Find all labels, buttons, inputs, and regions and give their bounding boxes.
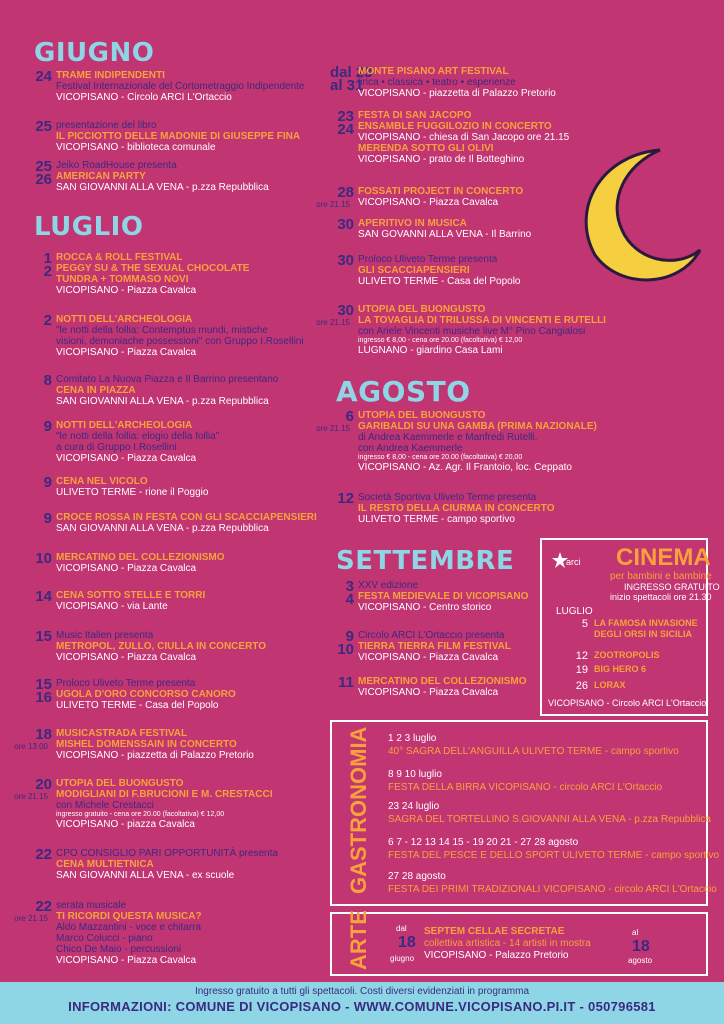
month-settembre: SETTEMBRE xyxy=(336,546,515,576)
event-line: SAN GIOVANNI ALLA VENA - p.zza Repubblica xyxy=(56,396,269,407)
event-body xyxy=(56,70,305,103)
event-line: SAN GIOVANNI ALLA VENA - p.zza Repubblica xyxy=(56,523,269,534)
gastronomia-label: GASTRONOMIA xyxy=(346,726,371,894)
cinema-item-title: LORAX xyxy=(594,680,626,690)
arci-star-icon xyxy=(552,550,580,572)
event-body xyxy=(358,110,569,165)
event-line: "le notti della follia: Contemptus mundi, mistiche xyxy=(56,325,268,336)
event-body xyxy=(56,476,208,498)
event-date: 14 xyxy=(35,588,52,605)
event-line: CROCE ROSSA IN FESTA CON GLI SCACCIAPENSIERI xyxy=(56,512,317,523)
arte-box xyxy=(330,912,708,976)
event-line: Festival Internazionale del Cortometraggio Indipendente xyxy=(56,81,305,92)
event-line: VICOPISANO - Piazza Cavalca xyxy=(56,652,197,663)
event-time: ore 21.15 xyxy=(14,914,48,923)
event-line: VICOPISANO - piazza Cavalca xyxy=(56,819,195,830)
event-line: VICOPISANO - Az. Agr. Il Frantoio, loc. Ceppato xyxy=(358,462,572,473)
arte-title: SEPTEM CELLAE SECRETAE xyxy=(424,926,565,937)
cinema-place: VICOPISANO - Circolo ARCI L'Ortaccio xyxy=(548,698,707,708)
arci-logo xyxy=(552,550,580,572)
event-line: Proloco Uliveto Terme presenta xyxy=(358,254,498,265)
event-body xyxy=(56,590,205,612)
event-time: ore 21.15 xyxy=(316,318,350,327)
event-line: IL RESTO DELLA CIURMA IN CONCERTO xyxy=(358,503,555,514)
arte-to-month: agosto xyxy=(628,956,653,965)
event-date: 25 26 xyxy=(35,158,52,188)
event-line: lirica • classica • teatro • esperienze xyxy=(358,77,516,88)
event-date: 9 10 xyxy=(337,628,354,658)
event-date: 30 xyxy=(337,252,354,269)
event-line: con Michele Crestacci xyxy=(56,800,154,811)
event-line: Società Sportiva Uliveto Terme presenta xyxy=(358,492,537,503)
event-line: UTOPIA DEL BUONGUSTO xyxy=(358,304,486,315)
event-line: FESTA DI SAN JACOPO xyxy=(358,110,472,121)
event-body xyxy=(358,492,555,525)
event-line: serata musicale xyxy=(56,900,127,911)
month-giugno: GIUGNO xyxy=(34,38,155,68)
event-line: CENA NEL VICOLO xyxy=(56,476,148,487)
event-line: GARIBALDI SU UNA GAMBA (PRIMA NAZIONALE) xyxy=(358,421,597,432)
event-line: CENA IN PIAZZA xyxy=(56,385,136,396)
event-date: dal 23 al 31 xyxy=(330,64,373,94)
cinema-item-date: 19 xyxy=(575,664,588,676)
event-line: VICOPISANO - Piazza Cavalca xyxy=(358,687,499,698)
footer xyxy=(0,982,724,1024)
event-body xyxy=(56,552,225,574)
event-line: con Ariele Vincenti musiche live M° Pino Cangialosi xyxy=(358,326,586,337)
cinema-sub1: per bambini e bambine xyxy=(610,571,712,582)
event-line: ingresso gratuito - cena ore 20.00 (facoltativa) € 12,00 xyxy=(56,811,225,818)
event-line: TI RICORDI QUESTA MUSICA? xyxy=(56,911,202,922)
event-line: VICOPISANO - Piazza Cavalca xyxy=(358,197,499,208)
gastronomia-box xyxy=(330,720,720,906)
event-line: CENA SOTTO STELLE E TORRI xyxy=(56,590,206,601)
event-line: MERCATINO DEL COLLEZIONISMO xyxy=(56,552,225,563)
gastronomia-item xyxy=(388,870,717,896)
event-line: AMERICAN PARTY xyxy=(56,171,146,182)
arte-place: VICOPISANO - Palazzo Pretorio xyxy=(424,950,569,961)
event-line: ingresso € 8,00 - cena ore 20.00 (facoltativa) € 20,00 xyxy=(358,454,523,461)
event-line: VICOPISANO - prato de Il Botteghino xyxy=(358,154,525,165)
event-date: 24 xyxy=(35,68,52,85)
event-date: 1 2 xyxy=(43,250,52,280)
event-date: 28 xyxy=(337,184,354,201)
event-line: di Andrea Kaemmerle e Manfredi Rutelli. xyxy=(358,432,538,443)
cinema-item-title: LA FAMOSA INVASIONE DEGLI ORSI IN SICILIA xyxy=(594,618,698,639)
event-line: MERENDA SOTTO GLI OLIVI xyxy=(358,143,494,154)
event-date: 22 xyxy=(35,898,52,915)
gastronomia-item-date: 8 9 10 luglio xyxy=(388,769,442,780)
arte-sub: collettiva artistica - 14 artisti in mostra xyxy=(424,938,591,949)
event-line: SAN GOVANNI ALLA VENA - Il Barrino xyxy=(358,229,532,240)
event-line: MISHEL DOMENSSAIN IN CONCERTO xyxy=(56,739,237,750)
arte-label: ARTE xyxy=(346,910,371,970)
event-line: SAN GIOVANNI ALLA VENA - p.zza Repubblica xyxy=(56,182,269,193)
event-line: VICOPISANO - Centro storico xyxy=(358,602,492,613)
event-body xyxy=(56,314,304,358)
gastronomia-item xyxy=(388,836,719,862)
arte-from-month: giugno xyxy=(390,954,415,963)
event-date: 20 xyxy=(35,776,52,793)
event-line: Marco Colucci - piano xyxy=(56,933,153,944)
event-date: 30 xyxy=(337,216,354,233)
event-body xyxy=(358,66,556,99)
event-body xyxy=(56,512,317,534)
month-luglio: LUGLIO xyxy=(34,212,144,242)
event-line: VICOPISANO - Piazza Cavalca xyxy=(358,652,499,663)
event-line: ULIVETO TERME - Casa del Popolo xyxy=(358,276,521,287)
cinema-month: LUGLIO xyxy=(556,606,593,617)
event-line: SAN GIOVANNI ALLA VENA - ex scuole xyxy=(56,870,235,881)
cinema-item-date: 5 xyxy=(581,618,588,630)
event-line: APERITIVO IN MUSICA xyxy=(358,218,467,229)
gastronomia-item-title: FESTA DEL PESCE E DELLO SPORT ULIVETO TERME - campo sportivo xyxy=(388,850,720,861)
event-line: MUSICASTRADA FESTIVAL xyxy=(56,728,188,739)
event-body xyxy=(358,304,606,356)
event-line: UTOPIA DEL BUONGUSTO xyxy=(56,778,184,789)
event-date: 18 xyxy=(35,726,52,743)
event-date: 9 xyxy=(43,418,52,435)
gastronomia-item-date: 23 24 luglio xyxy=(388,801,440,812)
cinema-item-title: ZOOTROPOLIS xyxy=(594,650,660,660)
event-date: 22 xyxy=(35,846,52,863)
cinema-sub2: INGRESSO GRATUITO xyxy=(624,582,720,592)
event-time: ore 21.15 xyxy=(14,792,48,801)
event-line: Jeiko RoadHouse presenta xyxy=(56,160,177,171)
event-line: VICOPISANO - piazzetta di Palazzo Pretorio xyxy=(358,88,556,99)
event-line: METROPOL, ZULLO, CIULLA IN CONCERTO xyxy=(56,641,266,652)
event-line: ULIVETO TERME - rione il Poggio xyxy=(56,487,209,498)
gastronomia-item-title: SAGRA DEL TORTELLINO S.GIOVANNI ALLA VENA - p.zza Repubblica xyxy=(388,814,711,825)
event-line: CENA MULTIETNICA xyxy=(56,859,154,870)
event-line: XXV edizione xyxy=(358,580,419,591)
event-line: VICOPISANO - Piazza Cavalca xyxy=(56,563,197,574)
event-line: MONTE PISANO ART FESTIVAL xyxy=(358,66,509,77)
event-line: TIERRA TIERRA FILM FESTIVAL xyxy=(358,641,511,652)
event-date: 25 xyxy=(35,118,52,135)
event-time: ore 21.15 xyxy=(316,424,350,433)
gastronomia-item xyxy=(388,732,679,758)
event-body xyxy=(358,254,520,287)
cinema-item-date: 12 xyxy=(575,650,588,662)
event-body xyxy=(358,630,511,663)
cinema-title: CINEMA xyxy=(616,544,711,571)
event-date: 15 16 xyxy=(35,676,52,706)
event-body xyxy=(56,120,300,153)
event-line: TUNDRA + TOMMASO NOVI xyxy=(56,274,189,285)
event-line: IL PICCIOTTO DELLE MADONIE DI GIUSEPPE FINA xyxy=(56,131,301,142)
event-line: a cura di Gruppo I.Rosellini xyxy=(56,442,177,453)
event-body xyxy=(358,218,531,240)
event-line: VICOPISANO - piazzetta di Palazzo Pretorio xyxy=(56,750,254,761)
event-line: LA TOVAGLIA DI TRILUSSA DI VINCENTI E RUTELLI xyxy=(358,315,606,326)
event-line: GLI SCACCIAPENSIERI xyxy=(358,265,470,276)
event-body xyxy=(56,374,278,407)
arte-from-day: 18 xyxy=(398,934,416,951)
footer-line2: INFORMAZIONI: COMUNE DI VICOPISANO - WWW.COMUNE.VICOPISANO.PI.IT - 050796581 xyxy=(68,999,656,1014)
gastronomia-item-title: FESTA DEI PRIMI TRADIZIONALI VICOPISANO - circolo ARCI L'Ortaccio xyxy=(388,884,717,895)
event-line: MERCATINO DEL COLLEZIONISMO xyxy=(358,676,527,687)
event-line: ENSAMBLE FUGGILOZIO IN CONCERTO xyxy=(358,121,552,132)
event-line: Chico De Maio - percussioni xyxy=(56,944,182,955)
event-body xyxy=(358,186,523,208)
event-line: UGOLA D'ORO CONCORSO CANORO xyxy=(56,689,236,700)
event-line: MODIGLIANI DI F.BRUCIONI E M. CRESTACCI xyxy=(56,789,273,800)
event-line: VICOPISANO - biblioteca comunale xyxy=(56,142,216,153)
event-line: Proloco Uliveto Terme presenta xyxy=(56,678,196,689)
event-line: VICOPISANO - Piazza Cavalca xyxy=(56,955,197,966)
arte-to-prefix: al xyxy=(632,928,639,937)
event-line: FESTA MEDIEVALE DI VICOPISANO xyxy=(358,591,529,602)
event-body xyxy=(56,252,249,296)
gastronomia-item xyxy=(388,768,662,794)
event-date: 30 xyxy=(337,302,354,319)
gastronomia-item xyxy=(388,800,711,826)
event-line: presentazione del libro xyxy=(56,120,157,131)
gastronomia-item-date: 27 28 agosto xyxy=(388,871,446,882)
event-time: ore 21.15 xyxy=(316,200,350,209)
event-line: ULIVETO TERME - Casa del Popolo xyxy=(56,700,219,711)
moon-icon xyxy=(560,140,710,290)
event-line: VICOPISANO - Piazza Cavalca xyxy=(56,285,197,296)
event-line: UTOPIA DEL BUONGUSTO xyxy=(358,410,486,421)
event-line: visioni, demoniache possessioni" con Gruppo I.Rosellini xyxy=(56,336,304,347)
event-line: ULIVETO TERME - campo sportivo xyxy=(358,514,515,525)
event-line: ingresso € 8,00 - cena ore 20.00 (facoltativa) € 12,00 xyxy=(358,337,523,344)
gastronomia-item-date: 6 7 - 12 13 14 15 - 19 20 21 - 27 28 agosto xyxy=(388,837,579,848)
event-line: NOTTI DELL'ARCHEOLOGIA xyxy=(56,420,193,431)
event-date: 2 xyxy=(43,312,52,329)
event-line: LUGNANO - giardino Casa Lami xyxy=(358,345,503,356)
event-line: VICOPISANO - Piazza Cavalca xyxy=(56,347,197,358)
event-line: Music Italien presenta xyxy=(56,630,154,641)
event-date: 6 xyxy=(345,408,354,425)
event-date: 10 xyxy=(35,550,52,567)
event-line: PEGGY SU & THE SEXUAL CHOCOLATE xyxy=(56,263,250,274)
event-date: 15 xyxy=(35,628,52,645)
event-line: con Andrea Kaemmerle xyxy=(358,443,463,454)
cinema-box xyxy=(540,538,720,716)
event-line: VICOPISANO - Piazza Cavalca xyxy=(56,453,197,464)
arte-from-prefix: dal xyxy=(396,924,407,933)
event-date: 11 xyxy=(338,674,354,691)
gastronomia-item-title: FESTA DELLA BIRRA VICOPISANO - circolo ARCI L'Ortaccio xyxy=(388,782,663,793)
event-date: 3 4 xyxy=(345,578,354,608)
event-date: 9 xyxy=(43,510,52,527)
footer-line1: Ingresso gratuito a tutti gli spettacoli. Costi diversi evidenziati in programma xyxy=(194,986,530,997)
event-line: TRAME INDIPENDENTI xyxy=(56,70,165,81)
arte-to-day: 18 xyxy=(632,938,650,955)
event-date: 9 xyxy=(43,474,52,491)
event-line: VICOPISANO - Circolo ARCI L'Ortaccio xyxy=(56,92,232,103)
month-agosto: AGOSTO xyxy=(336,375,471,408)
event-line: FOSSATI PROJECT IN CONCERTO xyxy=(358,186,524,197)
event-line: Circolo ARCI L'Ortaccio presenta xyxy=(358,630,505,641)
event-line: VICOPISANO - chiesa di San Jacopo ore 21.15 xyxy=(358,132,570,143)
cinema-sub3: inizio spettacoli ore 21.30 xyxy=(610,592,712,602)
event-line: Aldo Mazzantini - voce e chitarra xyxy=(56,922,202,933)
cinema-item-title: BIG HERO 6 xyxy=(594,664,647,674)
gastronomia-item-date: 1 2 3 luglio xyxy=(388,733,437,744)
event-date: 23 24 xyxy=(337,108,354,138)
event-time: ore 13.00 xyxy=(14,742,48,751)
event-body xyxy=(56,420,219,464)
event-body xyxy=(56,678,236,711)
cinema-item-date: 26 xyxy=(575,680,588,692)
event-line: NOTTI DELL'ARCHEOLOGIA xyxy=(56,314,193,325)
event-line: VICOPISANO - via Lante xyxy=(56,601,168,612)
event-body xyxy=(56,728,254,761)
event-line: Comitato La Nuova Piazza e Il Barrino presentano xyxy=(56,374,279,385)
arci-logo-text: arci xyxy=(566,557,580,567)
event-body xyxy=(56,848,278,881)
event-body xyxy=(56,778,272,830)
event-date: 12 xyxy=(337,490,354,507)
event-body xyxy=(56,900,202,966)
event-line: CPO CONSIGLIO PARI OPPORTUNITÀ presenta xyxy=(56,848,278,859)
event-body xyxy=(56,630,266,663)
event-body xyxy=(56,160,269,193)
event-body xyxy=(358,676,527,698)
event-body xyxy=(358,410,597,473)
event-body xyxy=(358,580,528,613)
event-date: 8 xyxy=(43,372,52,389)
event-line: ROCCA & ROLL FESTIVAL xyxy=(56,252,183,263)
gastronomia-item-title: 40° SAGRA DELL'ANGUILLA ULIVETO TERME - campo sportivo xyxy=(388,746,679,757)
event-line: "le notti della follia: elogio della follia" xyxy=(56,431,220,442)
